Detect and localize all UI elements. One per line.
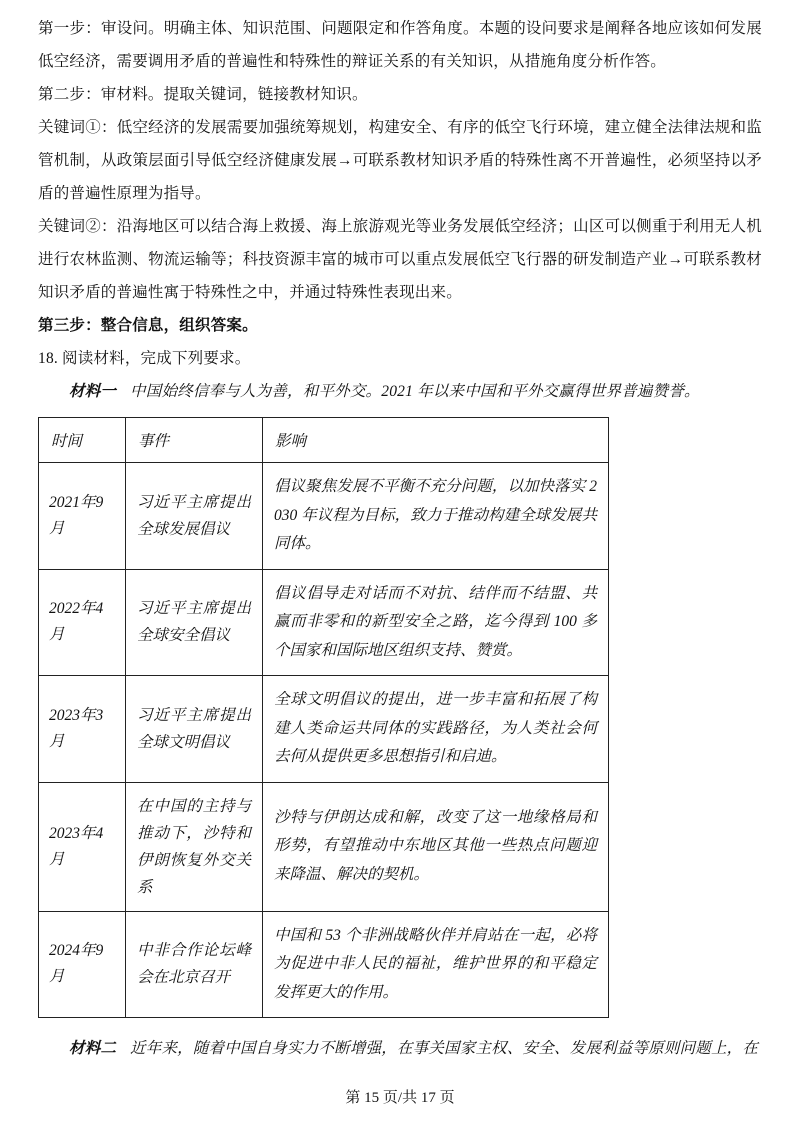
table-row: [39, 676, 609, 783]
table-row: [39, 463, 609, 570]
cell-event: 在中国的主持与推动下，沙特和伊朗恢复外交关系: [126, 782, 263, 911]
paragraph-step3: 第三步：整合信息，组织答案。: [38, 317, 258, 334]
page-footer: [38, 1083, 762, 1113]
question-18-heading: 18. 阅读材料，完成下列要求。: [38, 350, 251, 367]
cell-time: 2022年4月: [39, 569, 126, 676]
table-header-event: 事件: [126, 418, 263, 463]
material1-text: 中国始终信奉与人为善，和平外交。2021 年以来中国和平外交赢得世界普遍赞誉。: [130, 383, 700, 400]
cell-event: 中非合作论坛峰会在北京召开: [126, 911, 263, 1018]
table-row: [39, 911, 609, 1018]
material1-intro: [38, 375, 762, 408]
material2-text: 近年来，随着中国自身实力不断增强，在事关国家主权、安全、发展利益等原则问题上，在: [130, 1040, 759, 1057]
table-header-time: 时间: [39, 418, 126, 463]
paragraph-step1: 第一步：审设问。明确主体、知识范围、问题限定和作答角度。本题的设问要求是阐释各地应该如何发展低空经济，需要调用矛盾的普遍性和特殊性的辩证关系的有关知识，从措施角度分析作答。: [38, 20, 762, 70]
cell-time: 2023年3月: [39, 676, 126, 783]
material2-label: 材料二: [69, 1040, 117, 1057]
table-header-impact: 影响: [263, 418, 609, 463]
cell-impact: 中国和 53 个非洲战略伙伴并肩站在一起，必将为促进中非人民的福祉，维护世界的和平稳定发挥更大的作用。: [263, 911, 609, 1018]
cell-impact: 全球文明倡议的提出，进一步丰富和拓展了构建人类命运共同体的实践路径，为人类社会何去何从提供更多思想指引和启迪。: [263, 676, 609, 783]
material1-label: 材料一: [69, 383, 117, 400]
cell-impact: 沙特与伊朗达成和解，改变了这一地缘格局和形势，有望推动中东地区其他一些热点问题迎来降温、解决的契机。: [263, 782, 609, 911]
paragraph-keyword2: 关键词②：沿海地区可以结合海上救援、海上旅游观光等业务发展低空经济；山区可以侧重于利用无人机进行农林监测、物流运输等；科技资源丰富的城市可以重点发展低空飞行器的研发制造产业→可联系教材知识矛盾的普遍性寓于特殊性之中，并通过特殊性表现出来。: [38, 218, 762, 301]
material2-intro: [38, 1032, 762, 1065]
table-header-row: [39, 418, 609, 463]
paragraph-step2: 第二步：审材料。提取关键词，链接教材知识。: [38, 86, 368, 103]
cell-impact: 倡议倡导走对话而不对抗、结伴而不结盟、共赢而非零和的新型安全之路，迄今得到 100 多个国家和国际地区组织支持、赞赏。: [263, 569, 609, 676]
cell-event: 习近平主席提出全球发展倡议: [126, 463, 263, 570]
material1-table: [38, 417, 609, 1018]
table-row: [39, 782, 609, 911]
cell-impact: 倡议聚焦发展不平衡不充分问题，以加快落实 2030 年议程为目标，致力于推动构建全球发展共同体。: [263, 463, 609, 570]
cell-time: 2024年9月: [39, 911, 126, 1018]
paragraph-keyword1: 关键词①：低空经济的发展需要加强统筹规划，构建安全、有序的低空飞行环境，建立健全法律法规和监管机制，从政策层面引导低空经济健康发展→可联系教材知识矛盾的特殊性离不开普遍性，必须坚持以矛盾的普遍性原理为指导。: [38, 119, 762, 202]
page-number: 第 15 页/共 17 页: [345, 1090, 455, 1106]
cell-event: 习近平主席提出全球文明倡议: [126, 676, 263, 783]
cell-time: 2023年4月: [39, 782, 126, 911]
cell-event: 习近平主席提出全球安全倡议: [126, 569, 263, 676]
cell-time: 2021年9月: [39, 463, 126, 570]
table-row: [39, 569, 609, 676]
